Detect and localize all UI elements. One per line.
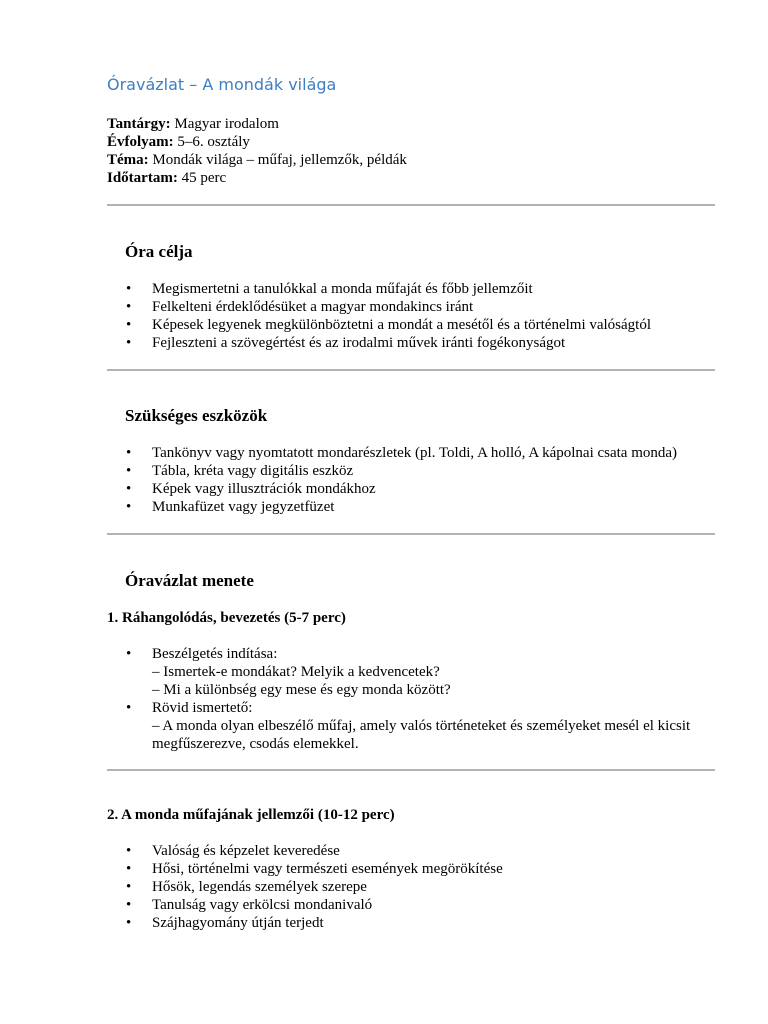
meta-subject [107, 115, 407, 133]
list-item [107, 280, 707, 298]
plan-heading: Óravázlat menete [125, 571, 254, 590]
meta-label: Téma: [107, 152, 149, 168]
horizontal-rule [107, 204, 715, 206]
bullet-icon: • [126, 861, 132, 877]
list-item [107, 878, 707, 896]
goals-list [107, 280, 707, 352]
horizontal-rule [107, 533, 715, 535]
meta-value: 45 perc [181, 170, 227, 186]
document-title: Óravázlat – A mondák világa [107, 75, 337, 94]
meta-label: Tantárgy: [107, 116, 171, 132]
list-item [107, 896, 707, 914]
bullet-icon: • [126, 843, 132, 859]
step1-heading: 1. Ráhangolódás, bevezetés (5-7 perc) [107, 610, 346, 626]
meta-duration [107, 169, 407, 187]
list-item-text: Tankönyv vagy nyomtatott mondarészletek (pl. Toldi, A holló, A kápolnai csata monda) [152, 445, 678, 461]
bullet-icon: • [126, 700, 132, 716]
list-item-text: Képesek legyenek megkülönböztetni a mondát a mesétől és a történelmi valóságtól [152, 317, 652, 333]
list-item [107, 842, 707, 860]
list-item [107, 699, 707, 753]
list-item-text: Hősök, legendás személyek szerepe [152, 879, 367, 895]
sub-line: – A monda olyan elbeszélő műfaj, amely valós történeteket és személyeket mesél el kicsit [152, 718, 691, 734]
horizontal-rule [107, 369, 715, 371]
bullet-icon: • [126, 646, 132, 662]
sub-line: – Ismertek-e mondákat? Melyik a kedvencetek? [152, 664, 440, 680]
bullet-icon: • [126, 335, 132, 351]
list-item-text: Képek vagy illusztrációk mondákhoz [152, 481, 376, 497]
list-item [107, 914, 707, 932]
meta-grade [107, 133, 407, 151]
horizontal-rule [107, 769, 715, 771]
step2-heading: 2. A monda műfajának jellemzői (10-12 perc) [107, 807, 395, 823]
bullet-icon: • [126, 499, 132, 515]
list-item-text: Tábla, kréta vagy digitális eszköz [152, 463, 354, 479]
bullet-icon: • [126, 915, 132, 931]
meta-topic [107, 151, 407, 169]
goals-heading: Óra célja [125, 242, 193, 261]
list-item [107, 316, 707, 334]
bullet-icon: • [126, 897, 132, 913]
list-item [107, 334, 707, 352]
bullet-icon: • [126, 281, 132, 297]
list-item [107, 480, 707, 498]
list-item-text: Tanulság vagy erkölcsi mondanivaló [152, 897, 373, 913]
tools-list [107, 444, 707, 516]
list-item-text: Rövid ismertető: [152, 700, 253, 716]
list-item [107, 645, 707, 699]
bullet-icon: • [126, 299, 132, 315]
list-item-text: Hősi, történelmi vagy természeti események megörökítése [152, 861, 503, 877]
meta-label: Évfolyam: [107, 134, 174, 150]
meta-label: Időtartam: [107, 170, 178, 186]
tools-heading: Szükséges eszközök [125, 406, 268, 425]
bullet-icon: • [126, 445, 132, 461]
lesson-meta [107, 115, 407, 187]
list-item-text: Megismertetni a tanulókkal a monda műfaját és főbb jellemzőit [152, 281, 533, 297]
bullet-icon: • [126, 481, 132, 497]
meta-value: Mondák világa – műfaj, jellemzők, példák [152, 152, 407, 168]
bullet-icon: • [126, 879, 132, 895]
list-item [107, 498, 707, 516]
list-item-text: Beszélgetés indítása: [152, 646, 278, 662]
bullet-icon: • [126, 317, 132, 333]
list-item [107, 462, 707, 480]
list-item-text: Valóság és képzelet keveredése [152, 843, 340, 859]
bullet-icon: • [126, 463, 132, 479]
list-item-text: Felkelteni érdeklődésüket a magyar mondakincs iránt [152, 299, 474, 315]
sub-line: – Mi a különbség egy mese és egy monda között? [152, 682, 451, 698]
step2-list [107, 842, 707, 932]
meta-value: 5–6. osztály [177, 134, 250, 150]
list-item-text: Fejleszteni a szövegértést és az irodalmi művek iránti fogékonyságot [152, 335, 566, 351]
list-item-text: Szájhagyomány útján terjedt [152, 915, 324, 931]
meta-value: Magyar irodalom [174, 116, 279, 132]
list-item [107, 860, 707, 878]
step1-list [107, 645, 707, 753]
list-item-text: Munkafüzet vagy jegyzetfüzet [152, 499, 335, 515]
sub-line: megfűszerezve, csodás elemekkel. [152, 736, 359, 752]
list-item [107, 444, 707, 462]
list-item [107, 298, 707, 316]
